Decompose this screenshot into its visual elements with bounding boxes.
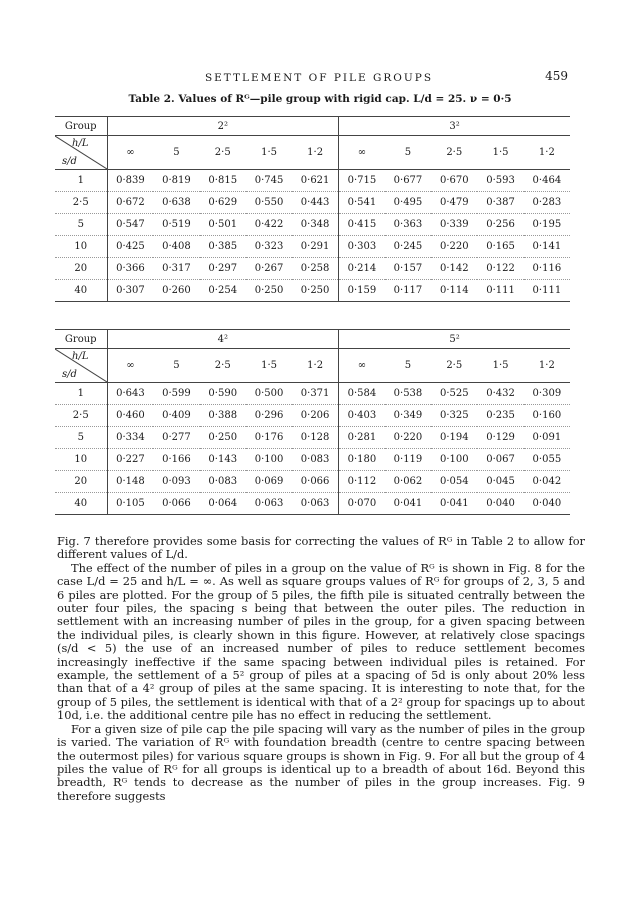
rg-value: 0·063 — [246, 493, 292, 515]
table-caption: Table 2. Values of Rᴳ—pile group with rigid cap. L/d = 25. ν = 0·5 — [128, 93, 512, 105]
hl-value: 1·5 — [477, 349, 523, 383]
corner-cell — [55, 349, 107, 383]
sd-value: 20 — [55, 258, 107, 280]
rg-value: 0·166 — [153, 449, 199, 471]
hl-header-row — [55, 136, 570, 170]
paragraph-1: Fig. 7 therefore provides some basis for correcting the values of Rᴳ in Table 2 to allow for different values of L/d. — [57, 534, 585, 562]
data-table-1 — [55, 116, 570, 302]
rg-value: 0·083 — [200, 471, 246, 493]
rg-value: 0·291 — [292, 236, 338, 258]
rg-value: 0·819 — [153, 170, 199, 192]
sd-value: 5 — [55, 214, 107, 236]
rg-value: 0·387 — [477, 192, 523, 214]
rg-value: 0·495 — [385, 192, 431, 214]
group-heading: 3² — [339, 117, 571, 136]
rg-value: 0·194 — [431, 427, 477, 449]
group-header-row — [55, 117, 570, 136]
rg-value: 0·040 — [524, 493, 570, 515]
data-table-2 — [55, 329, 570, 515]
rg-value: 0·114 — [431, 280, 477, 302]
corner-sd-label: s/d — [62, 156, 77, 167]
rg-value: 0·547 — [107, 214, 153, 236]
table-row — [55, 280, 570, 302]
rg-value: 0·148 — [107, 471, 153, 493]
hl-value: 1·5 — [477, 136, 523, 170]
rg-value: 0·119 — [385, 449, 431, 471]
page-number: 459 — [545, 69, 568, 83]
table-row — [55, 471, 570, 493]
table-row — [55, 383, 570, 405]
sd-value: 2·5 — [55, 192, 107, 214]
rg-value: 0·371 — [292, 383, 338, 405]
rg-value: 0·408 — [153, 236, 199, 258]
table-row — [55, 449, 570, 471]
rg-value: 0·054 — [431, 471, 477, 493]
hl-value: ∞ — [339, 136, 385, 170]
paragraph-3: For a given size of pile cap the pile spacing will vary as the number of piles in the group is varied. The variation of Rᴳ with foundation breadth (centre to centre spacing between the outermost piles) for various square groups is shown in Fig. 9. For all but the group of 4 piles the value of Rᴳ for all groups is identical up to a breadth of about 16d. Beyond this breadth, Rᴳ tends to decrease as the number of piles in the group increases. Fig. 9 therefore suggests — [57, 721, 585, 803]
rg-value: 0·063 — [292, 493, 338, 515]
rg-value: 0·112 — [339, 471, 385, 493]
rg-value: 0·464 — [524, 170, 570, 192]
rg-value: 0·066 — [153, 493, 199, 515]
rg-value: 0·297 — [200, 258, 246, 280]
sd-value: 10 — [55, 449, 107, 471]
rg-value: 0·745 — [246, 170, 292, 192]
hl-value: 1·2 — [292, 136, 338, 170]
rg-value: 0·055 — [524, 449, 570, 471]
rg-value: 0·195 — [524, 214, 570, 236]
rg-value: 0·715 — [339, 170, 385, 192]
sd-value: 2·5 — [55, 405, 107, 427]
rg-value: 0·093 — [153, 471, 199, 493]
rg-value: 0·070 — [339, 493, 385, 515]
rg-value: 0·157 — [385, 258, 431, 280]
sd-value: 5 — [55, 427, 107, 449]
rg-value: 0·325 — [431, 405, 477, 427]
corner-hl-label: h/L — [72, 351, 89, 362]
hl-value: 1·5 — [246, 136, 292, 170]
table-row — [55, 192, 570, 214]
rg-value: 0·083 — [292, 449, 338, 471]
rg-value: 0·128 — [292, 427, 338, 449]
rg-value: 0·111 — [524, 280, 570, 302]
sd-value: 40 — [55, 280, 107, 302]
rg-value: 0·283 — [524, 192, 570, 214]
rg-value: 0·550 — [246, 192, 292, 214]
sd-value: 1 — [55, 383, 107, 405]
rg-value: 0·105 — [107, 493, 153, 515]
group-heading: 5² — [339, 330, 571, 349]
rg-value: 0·165 — [477, 236, 523, 258]
rg-value: 0·062 — [385, 471, 431, 493]
rg-value: 0·045 — [477, 471, 523, 493]
rg-value: 0·409 — [153, 405, 199, 427]
rg-value: 0·541 — [339, 192, 385, 214]
rg-value: 0·281 — [339, 427, 385, 449]
corner-hl-label: h/L — [72, 138, 89, 149]
rg-value: 0·069 — [246, 471, 292, 493]
sd-value: 10 — [55, 236, 107, 258]
rg-value: 0·519 — [153, 214, 199, 236]
table-row — [55, 170, 570, 192]
rg-value: 0·206 — [292, 405, 338, 427]
hl-value: 1·5 — [246, 349, 292, 383]
hl-value: ∞ — [107, 349, 153, 383]
hl-value: 2·5 — [431, 136, 477, 170]
rg-value: 0·303 — [339, 236, 385, 258]
hl-value: ∞ — [339, 349, 385, 383]
rg-value: 0·339 — [431, 214, 477, 236]
rg-value: 0·501 — [200, 214, 246, 236]
hl-value: 2·5 — [200, 349, 246, 383]
rg-value: 0·363 — [385, 214, 431, 236]
rg-value: 0·100 — [431, 449, 477, 471]
running-head: SETTLEMENT OF PILE GROUPS — [204, 72, 434, 84]
rg-value: 0·176 — [246, 427, 292, 449]
rg-value: 0·584 — [339, 383, 385, 405]
group-label: Group — [55, 117, 107, 136]
rg-value: 0·235 — [477, 405, 523, 427]
rg-value: 0·500 — [246, 383, 292, 405]
rg-value: 0·307 — [107, 280, 153, 302]
sd-value: 20 — [55, 471, 107, 493]
rg-value: 0·415 — [339, 214, 385, 236]
hl-value: 1·2 — [524, 136, 570, 170]
rg-value: 0·643 — [107, 383, 153, 405]
body-text — [57, 535, 585, 803]
rg-value: 0·677 — [385, 170, 431, 192]
rg-value: 0·334 — [107, 427, 153, 449]
rg-value: 0·100 — [246, 449, 292, 471]
rg-value: 0·066 — [292, 471, 338, 493]
rg-value: 0·366 — [107, 258, 153, 280]
rg-value: 0·040 — [477, 493, 523, 515]
rg-value: 0·296 — [246, 405, 292, 427]
rg-value: 0·041 — [385, 493, 431, 515]
rg-value: 0·443 — [292, 192, 338, 214]
hl-value: 2·5 — [200, 136, 246, 170]
hl-value: 5 — [385, 349, 431, 383]
rg-value: 0·214 — [339, 258, 385, 280]
rg-value: 0·815 — [200, 170, 246, 192]
rg-value: 0·638 — [153, 192, 199, 214]
hl-value: 2·5 — [431, 349, 477, 383]
table-row — [55, 214, 570, 236]
rg-value: 0·590 — [200, 383, 246, 405]
rg-value: 0·143 — [200, 449, 246, 471]
rg-value: 0·160 — [524, 405, 570, 427]
rg-value: 0·525 — [431, 383, 477, 405]
rg-value: 0·159 — [339, 280, 385, 302]
hl-value: 1·2 — [524, 349, 570, 383]
hl-value: 5 — [153, 136, 199, 170]
corner-cell — [55, 136, 107, 170]
rg-value: 0·277 — [153, 427, 199, 449]
rg-value: 0·348 — [292, 214, 338, 236]
sd-value: 40 — [55, 493, 107, 515]
rg-value: 0·388 — [200, 405, 246, 427]
rg-value: 0·220 — [431, 236, 477, 258]
hl-value: 5 — [153, 349, 199, 383]
rg-value: 0·385 — [200, 236, 246, 258]
rg-value: 0·422 — [246, 214, 292, 236]
rg-value: 0·256 — [477, 214, 523, 236]
rg-value: 0·621 — [292, 170, 338, 192]
table-row — [55, 258, 570, 280]
rg-value: 0·254 — [200, 280, 246, 302]
rg-value: 0·839 — [107, 170, 153, 192]
rg-value: 0·425 — [107, 236, 153, 258]
rg-value: 0·599 — [153, 383, 199, 405]
rg-value: 0·220 — [385, 427, 431, 449]
rg-value: 0·250 — [200, 427, 246, 449]
rg-value: 0·260 — [153, 280, 199, 302]
rg-value: 0·142 — [431, 258, 477, 280]
rg-value: 0·129 — [477, 427, 523, 449]
rg-value: 0·670 — [431, 170, 477, 192]
rg-value: 0·245 — [385, 236, 431, 258]
group-label: Group — [55, 330, 107, 349]
rg-value: 0·629 — [200, 192, 246, 214]
rg-value: 0·041 — [431, 493, 477, 515]
rg-value: 0·227 — [107, 449, 153, 471]
rg-value: 0·672 — [107, 192, 153, 214]
table-row — [55, 405, 570, 427]
hl-header-row — [55, 349, 570, 383]
rg-value: 0·349 — [385, 405, 431, 427]
rg-value: 0·479 — [431, 192, 477, 214]
group-header-row — [55, 330, 570, 349]
rg-value: 0·250 — [246, 280, 292, 302]
rg-value: 0·267 — [246, 258, 292, 280]
rg-value: 0·122 — [477, 258, 523, 280]
rg-value: 0·323 — [246, 236, 292, 258]
rg-value: 0·064 — [200, 493, 246, 515]
hl-value: ∞ — [107, 136, 153, 170]
rg-value: 0·317 — [153, 258, 199, 280]
hl-value: 5 — [385, 136, 431, 170]
rg-value: 0·460 — [107, 405, 153, 427]
table-row — [55, 236, 570, 258]
rg-value: 0·593 — [477, 170, 523, 192]
sd-value: 1 — [55, 170, 107, 192]
group-heading: 4² — [107, 330, 339, 349]
paragraph-2: The effect of the number of piles in a group on the value of Rᴳ is shown in Fig. 8 for the case L/d = 25 and h/L = ∞. As well as square groups values of Rᴳ for groups of 2, 3, 5 and 6 piles are plotted. For the group of 5 piles, the fifth pile is situated centrally between the outer four piles, the spacing s being that between the outer piles. The reduction in settlement with an increasing number of piles in the group, for a given spacing between the individual piles, is clearly shown in this figure. However, at relatively close spacings (s/d < 5) the use of an increased number of piles to reduce settlement becomes increasingly ineffective if the same spacing between individual piles is retained. For example, the settlement of a 5² group of piles at a spacing of 5d is only about 20% less than that of a 4² group of piles at the same spacing. It is interesting to note that, for the group of 5 piles, the settlement is identical with that of a 2² group for spacings up to about 10d, i.e. the additional centre pile has no effect in reducing the settlement. — [57, 560, 585, 723]
rg-value: 0·116 — [524, 258, 570, 280]
hl-value: 1·2 — [292, 349, 338, 383]
rg-value: 0·403 — [339, 405, 385, 427]
table-row — [55, 493, 570, 515]
rg-value: 0·538 — [385, 383, 431, 405]
group-heading: 2² — [107, 117, 339, 136]
rg-value: 0·111 — [477, 280, 523, 302]
rg-value: 0·117 — [385, 280, 431, 302]
rg-value: 0·067 — [477, 449, 523, 471]
rg-value: 0·141 — [524, 236, 570, 258]
rg-value: 0·258 — [292, 258, 338, 280]
corner-sd-label: s/d — [62, 369, 77, 380]
table-row — [55, 427, 570, 449]
rg-value: 0·180 — [339, 449, 385, 471]
rg-value: 0·309 — [524, 383, 570, 405]
rg-value: 0·091 — [524, 427, 570, 449]
rg-value: 0·432 — [477, 383, 523, 405]
rg-value: 0·250 — [292, 280, 338, 302]
rg-value: 0·042 — [524, 471, 570, 493]
